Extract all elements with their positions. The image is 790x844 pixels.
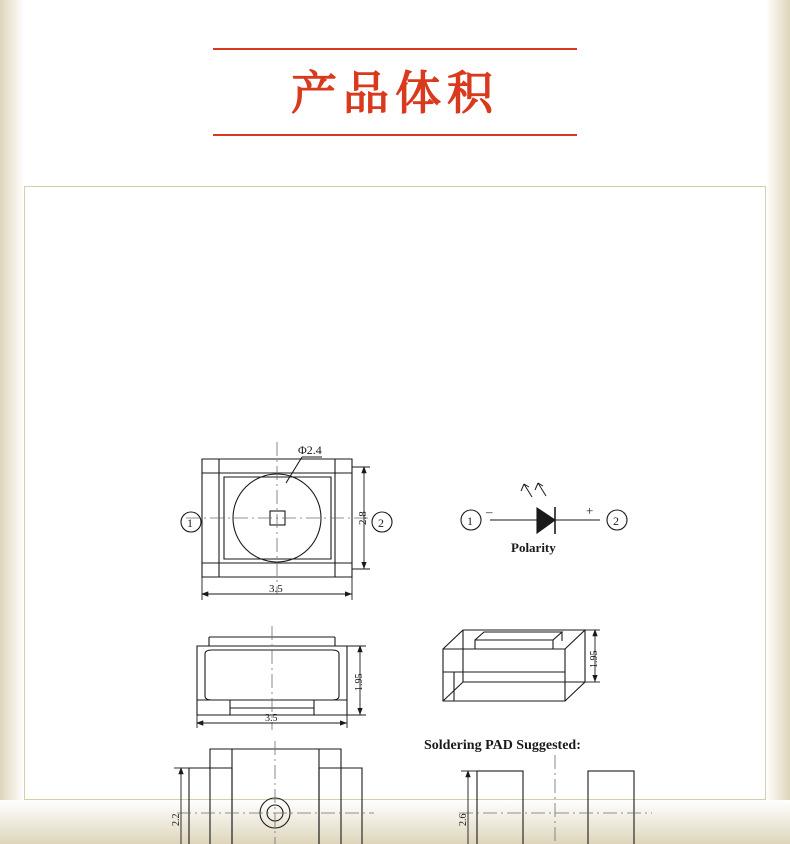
title-rule-top [213, 48, 577, 50]
diagram-panel-inner [34, 196, 758, 826]
terminal-1-label: 1 [187, 516, 193, 530]
page-title: 产品体积 [291, 66, 499, 120]
lens-diameter-label: Φ2.4 [298, 443, 322, 457]
polarity-group [490, 483, 600, 534]
title-rule-bottom [213, 134, 577, 136]
polarity-minus-label: – [486, 504, 493, 519]
polarity-caption: Polarity [511, 540, 556, 555]
diagram-panel [24, 186, 766, 826]
isometric-view-group [443, 630, 585, 701]
page-edge-right [766, 0, 790, 844]
page-header [0, 0, 790, 136]
product-dimension-drawing [34, 196, 758, 826]
top-height-dimension-label: 2.8 [357, 511, 369, 525]
polarity-plus-label: + [586, 503, 594, 518]
pad-height-dimension-label: 2.6 [458, 813, 469, 826]
bottom-height-dimension-label: 2.2 [171, 813, 182, 826]
iso-height-dimension-label: 1.95 [589, 650, 600, 668]
side-height-dimension-label: 1.95 [354, 673, 365, 691]
top-width-dimension-label: 3.5 [269, 583, 283, 595]
polarity-terminal-2-label: 2 [613, 514, 619, 528]
soldering-pad-caption: Soldering PAD Suggested: [424, 738, 581, 753]
side-width-dimension-label: 3.5 [265, 713, 278, 724]
polarity-terminal-1-label: 1 [467, 514, 473, 528]
page-edge-bottom [0, 800, 790, 844]
terminal-2-label: 2 [378, 516, 384, 530]
page-edge-left [0, 0, 24, 844]
